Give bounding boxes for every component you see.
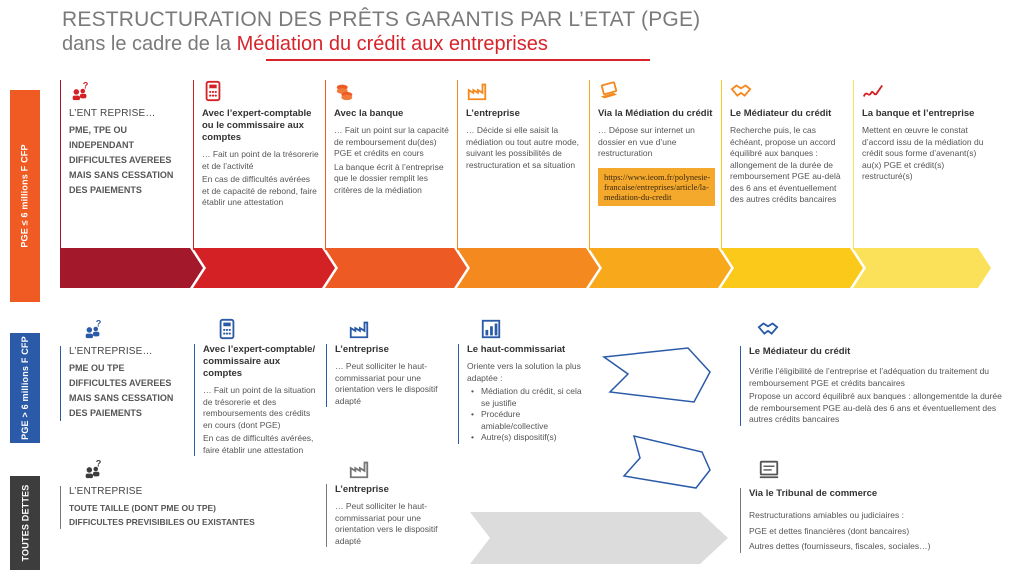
s2-step-mediator bbox=[740, 318, 1010, 426]
s2-step-enterprise bbox=[60, 318, 192, 421]
s1-c6-title: Le Médiateur du crédit bbox=[730, 108, 832, 119]
question-people-icon bbox=[82, 318, 104, 340]
side-label-s2: PGE > 6 millions F CFP bbox=[10, 333, 40, 443]
list-item: • Autre(s) dispositif(s) bbox=[467, 432, 584, 444]
s2-c1-title: L’ENTREPRISE… bbox=[69, 346, 153, 357]
s1-c7-title: La banque et l’entreprise bbox=[862, 108, 975, 119]
list-item: • Procédure amiable/collective bbox=[467, 409, 584, 432]
s2-c2-text2: En cas de difficultés avérées, faire établir une attestation bbox=[203, 433, 314, 455]
s2-c3-text1: … Peut solliciter le haut-commissariat pour une orientation vers le dispositif adapté bbox=[335, 361, 438, 406]
chart-icon bbox=[480, 318, 502, 340]
s1-c2-text1: … Fait un point de la trésorerie et de l’activité bbox=[202, 149, 319, 171]
s1-c1-lines: PME, TPE OU INDEPENDANT DIFFICULTES AVEREES MAIS SANS CESSATION DES PAIEMENTS bbox=[69, 125, 174, 195]
grey-chevron bbox=[470, 512, 728, 564]
s2-c1-lines: PME OU TPE DIFFICULTES AVEREES MAIS SANS CESSATION DES PAIEMENTS bbox=[69, 363, 174, 418]
tribunal-arrow bbox=[470, 512, 730, 564]
s3-c3-text3: Autres dettes (fournisseurs, fiscales, sociales…) bbox=[749, 541, 931, 551]
handshake-icon bbox=[730, 80, 752, 102]
s2-c5-text2: Propose un accord équilibré aux banques : allongementde la durée de remboursement PGE au-delà des 6 ans et éventuellement des autres crédits bancaires bbox=[749, 391, 1002, 424]
chevron-6 bbox=[721, 248, 863, 288]
s1-c3-text1: … Fait un point sur la capacité de remboursement du(des) PGE et crédits en cours bbox=[334, 125, 449, 158]
side-label-s3: TOUTES DETTES bbox=[10, 476, 40, 570]
coins-icon bbox=[334, 80, 356, 102]
side-label-s1: PGE ≤ 6 millions F CFP bbox=[10, 90, 40, 302]
s3-c3-text2: PGE et dettes financières (dont bancaires) bbox=[749, 525, 910, 536]
s1-step-mediator bbox=[721, 80, 853, 250]
s3-step-enterprise bbox=[60, 458, 330, 529]
s3-step-enterprise-solicit bbox=[326, 458, 456, 547]
s1-c3-text2: La banque écrit à l’entreprise que le dossier remplit les critères de la médiation bbox=[334, 161, 444, 195]
s2-step-high-commission bbox=[458, 318, 590, 444]
handshake-icon bbox=[756, 318, 780, 340]
s3-c2-text1: … Peut solliciter le haut-commissariat pour une orientation vers le dispositif adapté bbox=[335, 501, 438, 546]
s1-c4-title: L’entreprise bbox=[466, 108, 520, 119]
s1-c7-text1: Mettent en œuvre le constat d’accord issu de la médiation du crédit sous forme d’avenant(s) au(x) PGE et crédit(s) restructuré(s) bbox=[862, 125, 984, 181]
page-title: RESTRUCTURATION DES PRÊTS GARANTIS PAR L’ETAT (PGE) bbox=[62, 8, 701, 31]
arrow-down bbox=[624, 436, 710, 488]
s2-c5-title: Le Médiateur du crédit bbox=[749, 346, 851, 357]
s2-c2-title: Avec l’expert-comptable/ commissaire aux comptes bbox=[203, 344, 316, 379]
s1-step-accountant bbox=[193, 80, 325, 250]
factory-icon bbox=[348, 318, 370, 340]
s1-c2-text2: En cas de difficultés avérées et de capacité de rebond, faire établir une attestation bbox=[202, 174, 317, 207]
s2-c4-title: Le haut-commissariat bbox=[467, 344, 566, 355]
s1-c2-title: Avec l’expert-comptable ou le commissaire aux comptes bbox=[202, 108, 312, 143]
page-subtitle: dans le cadre de la Médiation du crédit aux entreprises bbox=[62, 33, 548, 55]
s1-c6-text1: Recherche puis, le cas échéant, propose un accord équilibré aux banques : allongement de la durée de remboursement PGE au-delà des 6 ans et éventuellement des autres crédits bancaires bbox=[730, 125, 841, 204]
arrow-up bbox=[604, 348, 710, 402]
s1-step-mediation bbox=[589, 80, 721, 250]
question-people-icon bbox=[82, 458, 104, 480]
chevron-5 bbox=[589, 248, 731, 288]
s3-c3-title: Via le Tribunal de commerce bbox=[749, 488, 878, 499]
factory-icon bbox=[466, 80, 488, 102]
list-item: • Médiation du crédit, si cela se justifie bbox=[467, 386, 584, 409]
s1-c4-text1: … Décide si elle saisit la médiation ou tout autre mode, suivant les possibilités de restructuration et sa situation bbox=[466, 125, 579, 170]
s1-c5-title: Via la Médiation du crédit bbox=[598, 108, 713, 119]
s1-step-bank-enterprise bbox=[853, 80, 993, 250]
laptop-icon bbox=[598, 80, 620, 102]
calculator-icon bbox=[202, 80, 224, 102]
s1-step-bank bbox=[325, 80, 457, 250]
orientation-arrows bbox=[598, 342, 718, 492]
s3-c1-title: L’ENTREPRISE bbox=[69, 486, 143, 497]
chevron-7 bbox=[853, 248, 991, 288]
s1-step-enterprise-decides bbox=[457, 80, 589, 250]
s1-step-enterprise bbox=[60, 80, 192, 250]
svg-text:?: ? bbox=[82, 80, 89, 91]
s2-step-enterprise-solicit bbox=[326, 318, 456, 407]
s2-c4-text1: Oriente vers la solution la plus adaptée : bbox=[467, 361, 581, 383]
chevron-1 bbox=[60, 248, 203, 288]
s2-step-accountant bbox=[194, 318, 326, 456]
signature-icon bbox=[862, 80, 884, 102]
chevron-2 bbox=[193, 248, 335, 288]
factory-icon bbox=[348, 458, 370, 480]
chevron-4 bbox=[457, 248, 599, 288]
calculator-icon bbox=[216, 318, 238, 340]
question-people-icon bbox=[69, 80, 91, 102]
process-chevron-band bbox=[60, 248, 995, 288]
s3-step-tribunal bbox=[740, 458, 1010, 553]
subtitle-highlight: Médiation du crédit aux entreprises bbox=[236, 33, 548, 55]
s2-c4-options bbox=[467, 386, 584, 444]
chevron-3 bbox=[325, 248, 467, 288]
svg-text:?: ? bbox=[95, 458, 102, 469]
s2-c5-text1: Vérifie l’éligibilité de l’entreprise et l’adéquation du traitement du remboursement PGE et crédits bancaires bbox=[749, 366, 990, 388]
s1-c3-title: Avec la banque bbox=[334, 108, 404, 119]
svg-text:?: ? bbox=[95, 318, 102, 329]
subtitle-underline bbox=[266, 59, 650, 61]
s2-c3-title: L’entreprise bbox=[335, 344, 389, 355]
s3-c1-lines: TOUTE TAILLE (DONT PME OU TPE) DIFFICULTES PREVISIBILES OU EXISTANTES bbox=[69, 503, 255, 527]
mediation-url-link[interactable]: https://www.ieom.fr/polynesie-francaise/entreprises/article/la-mediation-du-credit bbox=[598, 168, 715, 206]
court-icon bbox=[756, 458, 782, 480]
s1-c1-title: L’ENT REPRISE… bbox=[69, 108, 156, 119]
s2-c2-text1: … Fait un point de la situation de trésorerie et des remboursements des crédits en cours (dont PGE) bbox=[203, 385, 316, 430]
s3-c2-title: L’entreprise bbox=[335, 484, 389, 495]
s3-c3-text1: Restructurations amiables ou judiciaires : bbox=[749, 510, 904, 520]
s1-c5-text1: … Dépose sur internet un dossier en vue d’une restructuration bbox=[598, 125, 695, 158]
